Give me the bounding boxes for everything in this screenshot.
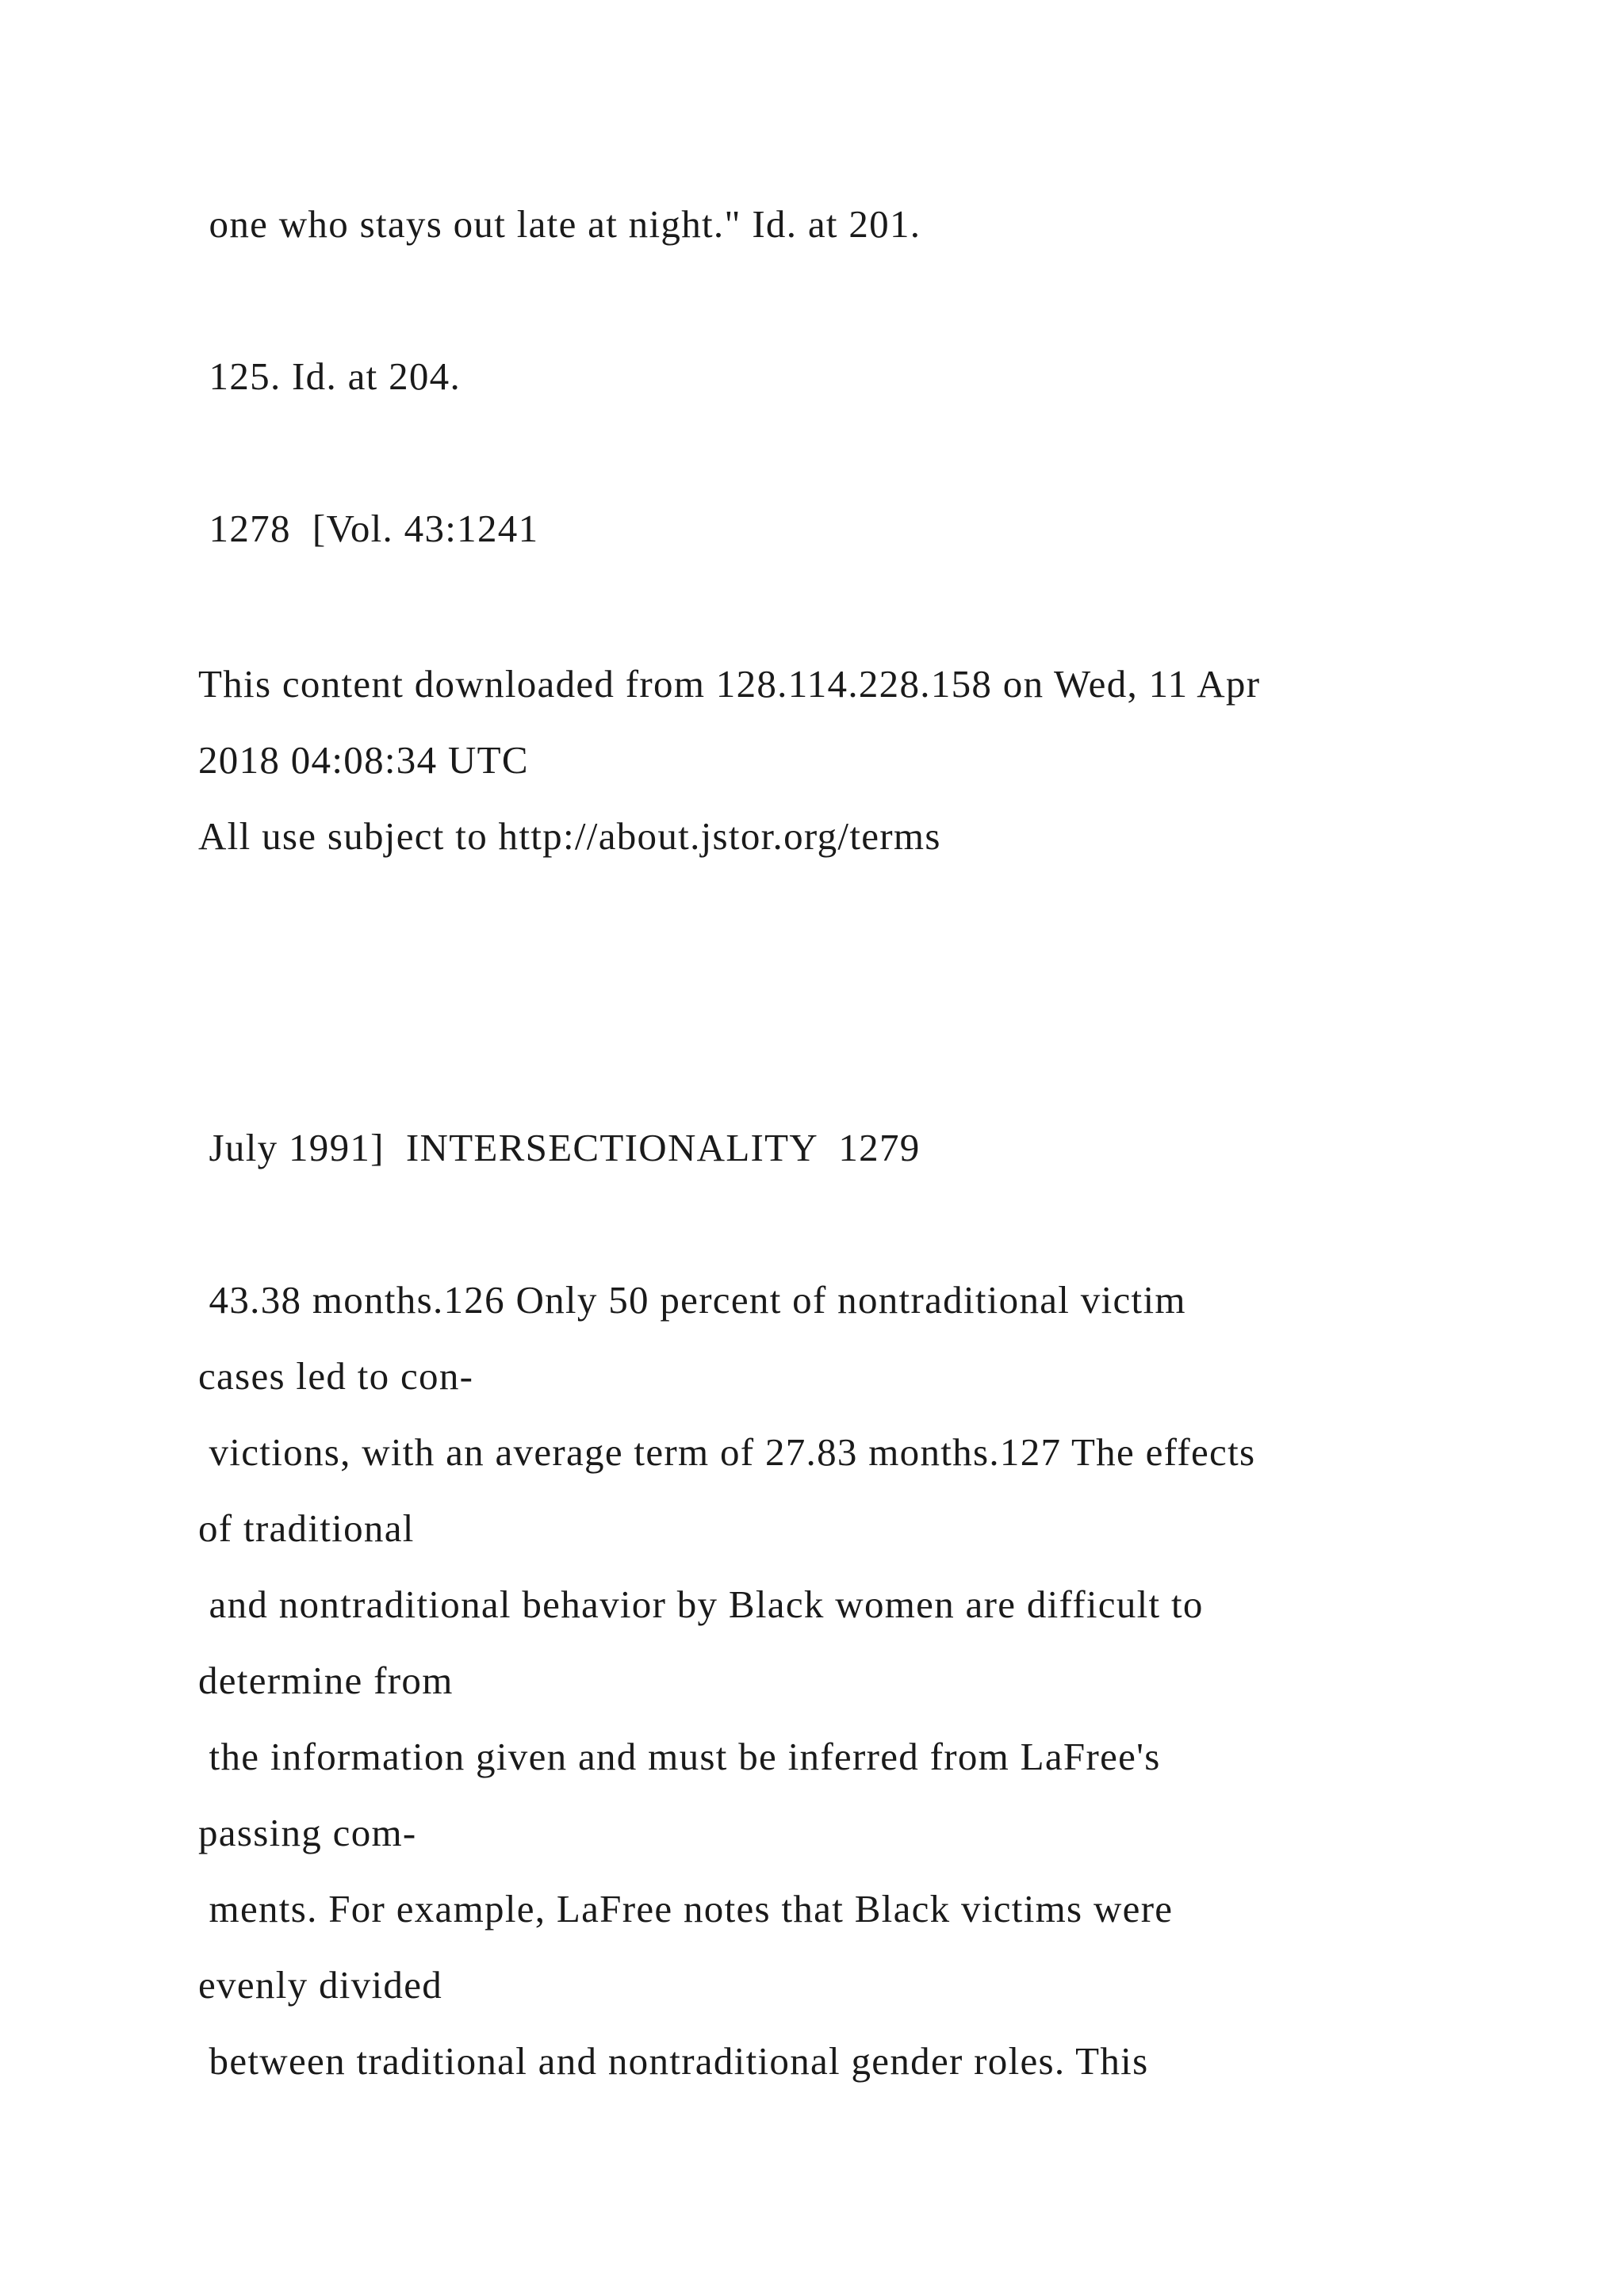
body-text-line: of traditional	[198, 1506, 415, 1550]
footnote-continuation: one who stays out late at night." Id. at 201.	[198, 202, 921, 246]
body-text-line: passing com-	[198, 1811, 417, 1854]
body-text-line: evenly divided	[198, 1963, 443, 2007]
body-text-line: victions, with an average term of 27.83 months.127 The effects	[198, 1430, 1256, 1474]
page-footer-number: 1278 [Vol. 43:1241	[198, 507, 539, 550]
terms-notice: All use subject to http://about.jstor.org/terms	[198, 814, 941, 858]
body-text-line: cases led to con-	[198, 1354, 474, 1398]
download-notice-line-1: This content downloaded from 128.114.228.158 on Wed, 11 Apr	[198, 662, 1261, 706]
page-header: July 1991] INTERSECTIONALITY 1279	[198, 1126, 921, 1169]
body-text-line: ments. For example, LaFree notes that Black victims were	[198, 1887, 1174, 1931]
footnote-125: 125. Id. at 204.	[198, 354, 462, 398]
body-text-line: determine from	[198, 1659, 454, 1702]
body-text-line: between traditional and nontraditional gender roles. This	[198, 2039, 1149, 2083]
body-text-line: and nontraditional behavior by Black women are difficult to	[198, 1582, 1204, 1626]
download-notice-line-2: 2018 04:08:34 UTC	[198, 738, 529, 782]
body-text-line: the information given and must be inferred from LaFree's	[198, 1735, 1161, 1778]
body-text-line: 43.38 months.126 Only 50 percent of nontraditional victim	[198, 1278, 1186, 1322]
